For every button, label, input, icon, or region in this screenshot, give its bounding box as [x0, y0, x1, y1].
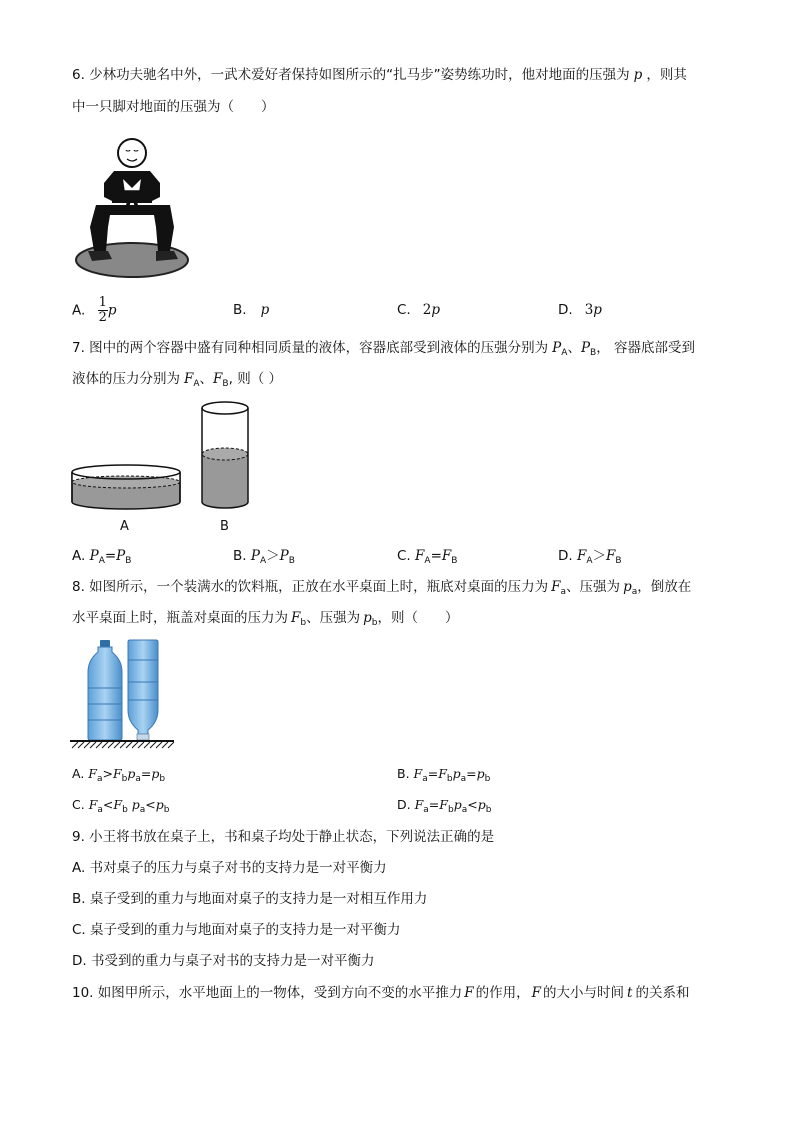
q6-option-b[interactable]: B. p [233, 302, 270, 318]
q6-option-a[interactable]: A. $\frac{1}{2}$ p [72, 295, 117, 325]
q8-option-d[interactable]: D. $F_a=F_bp_a<p_b$ [397, 797, 492, 815]
q7-stem-line2: 液体的压力分别为 $F_A$、$F_B$, 则（ ） [72, 371, 282, 389]
q6-option-d[interactable]: D. 3p [558, 302, 602, 318]
q8-option-b[interactable]: B. $F_a=F_bp_a=p_b$ [397, 766, 491, 784]
q7-option-a[interactable]: A. $P_A=P_B$ [72, 548, 132, 566]
q7-option-b[interactable]: B. $P_A>P_B$ [233, 548, 295, 566]
containers-figure [68, 398, 258, 518]
inverted-bottle [128, 640, 158, 740]
q6-option-c[interactable]: C. 2p [397, 302, 440, 318]
container-a-label: A [120, 519, 129, 534]
upright-bottle [88, 640, 122, 740]
q8-option-a[interactable]: A. $F_a>F_bp_a=p_b$ [72, 766, 166, 784]
q9-option-a[interactable]: A. 书对桌子的压力与桌子对书的支持力是一对平衡力 [72, 860, 387, 876]
q7-stem-line1: 7. 图中的两个容器中盛有同种相同质量的液体，容器底部受到液体的压强分别为 $P_A$、$P_B$， 容器底部受到 [72, 340, 696, 358]
container-b-label: B [220, 519, 229, 534]
q8-stem-line2: 水平桌面上时，瓶盖对桌面的压力为 $F_b$、压强为 $p_b$，则（ ） [72, 610, 459, 628]
q9-option-d[interactable]: D. 书受到的重力与桌子对书的支持力是一对平衡力 [72, 953, 375, 969]
bottles-figure [70, 638, 174, 748]
q10-stem: 10. 如图甲所示，水平地面上的一物体，受到方向不变的水平推力 F 的作用， F 的大小与时间 t 的关系和 [72, 985, 690, 1001]
q8-stem-line1: 8. 如图所示，一个装满水的饮料瓶，正放在水平桌面上时，瓶底对桌面的压力为 $F_a$、压强为 $p_a$，倒放在 [72, 579, 692, 597]
q8-option-c[interactable]: C. $F_a<F_b$ $p_a<p_b$ [72, 797, 170, 815]
q9-option-c[interactable]: C. 桌子受到的重力与地面对桌子的支持力是一对平衡力 [72, 922, 401, 938]
container-a [72, 465, 180, 509]
q6-stem-line2: 中一只脚对地面的压强为（ ） [72, 99, 275, 115]
container-b [202, 402, 248, 508]
q7-option-d[interactable]: D. $F_A>F_B$ [558, 548, 622, 566]
q7-option-c[interactable]: C. $F_A=F_B$ [397, 548, 458, 566]
q9-stem: 9. 小王将书放在桌子上，书和桌子均处于静止状态，下列说法正确的是 [72, 829, 495, 845]
martial-artist-figure [74, 135, 192, 283]
q6-stem-line1: 6. 少林功夫驰名中外，一武术爱好者保持如图所示的“扎马步”姿势练功时，他对地面的压强为 p ，则其 [72, 67, 687, 83]
q9-option-b[interactable]: B. 桌子受到的重力与地面对桌子的支持力是一对相互作用力 [72, 891, 428, 907]
